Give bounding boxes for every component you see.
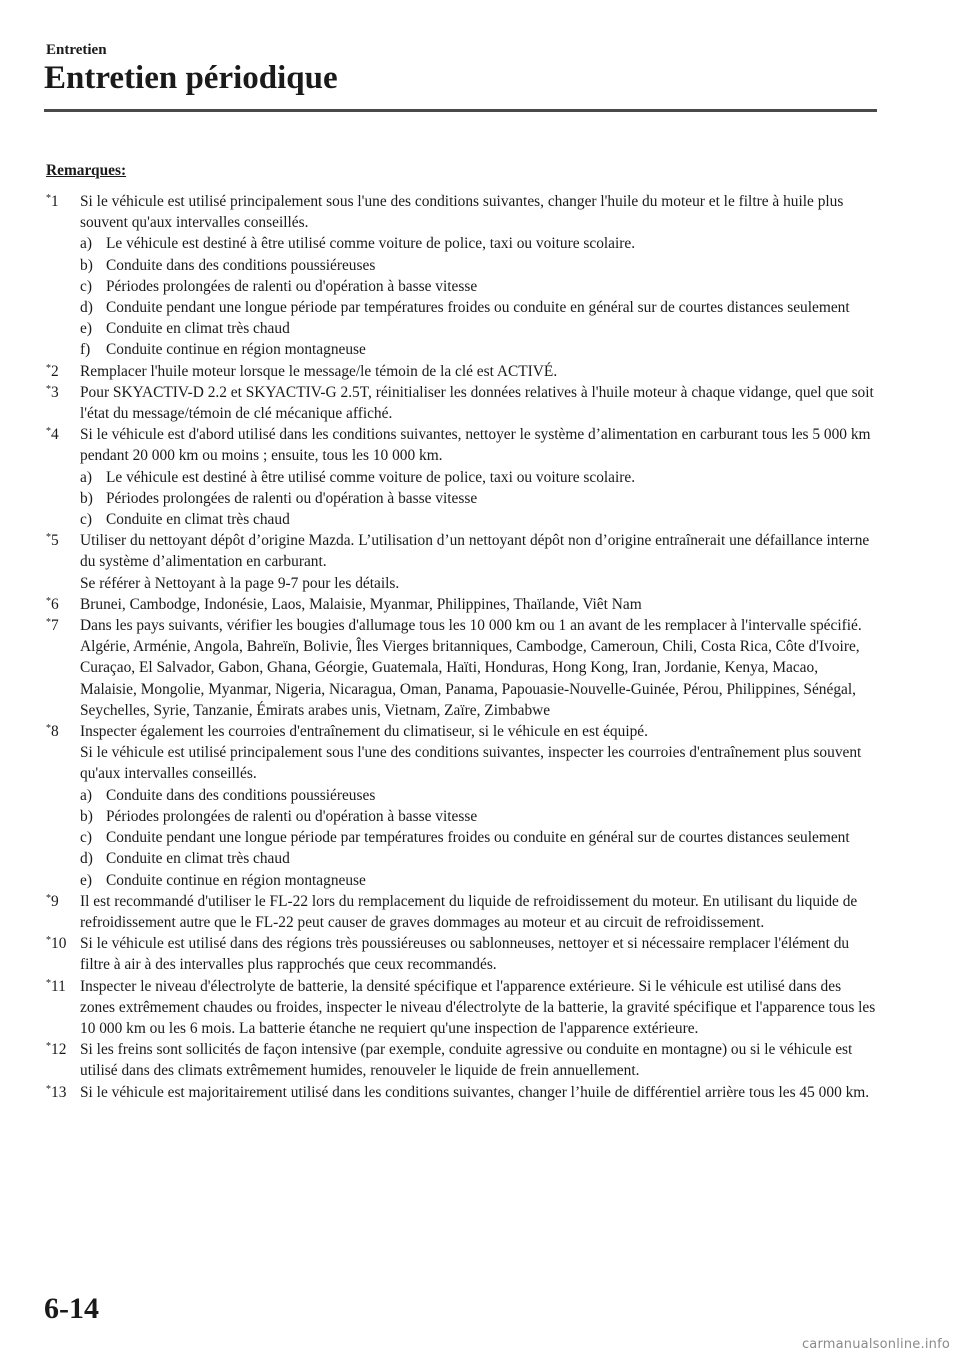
subitem-letter: b) <box>80 256 93 274</box>
note-item <box>46 976 876 1040</box>
note-item <box>46 933 876 975</box>
note-asterisk: * <box>46 426 51 438</box>
subitem-text: Conduite continue en région montagneuse <box>106 341 366 359</box>
subitem-letter: b) <box>80 489 93 507</box>
remarks-section <box>46 160 876 1103</box>
note-text: Si le véhicule est utilisé principalement sous l'une des conditions suivantes, inspecter les courroies d'entraînement plus souvent qu'aux intervalles conseillés. <box>80 744 862 783</box>
note-number <box>46 1082 66 1103</box>
note-number-text: 3 <box>51 383 59 401</box>
note-number <box>46 191 59 212</box>
note-asterisk: * <box>46 383 51 395</box>
page-number: 6-14 <box>44 1292 99 1325</box>
note-text: Inspecter également les courroies d'entraînement du climatiseur, si le véhicule en est équipé. <box>80 723 648 741</box>
note-text: Remplacer l'huile moteur lorsque le message/le témoin de la clé est ACTIVÉ. <box>80 362 558 380</box>
subitem-text: Conduite en climat très chaud <box>106 511 290 529</box>
note-number <box>46 361 59 382</box>
subitem-letter: c) <box>80 511 92 529</box>
note-number-text: 8 <box>51 723 59 741</box>
subitem-letter: f) <box>80 341 91 359</box>
note-number <box>46 891 59 912</box>
note-text: Si le véhicule est majoritairement utilisé dans les conditions suivantes, changer l’huile de différentiel arrière tous les 45 000 km. <box>80 1083 870 1101</box>
note-item <box>46 1039 876 1081</box>
subitem-text: Le véhicule est destiné à être utilisé comme voiture de police, taxi ou voiture scolaire. <box>106 468 636 486</box>
note-number <box>46 594 59 615</box>
note-subitem <box>80 848 876 869</box>
note-text: Dans les pays suivants, vérifier les bougies d'allumage tous les 10 000 km ou 1 an avant de les remplacer à l'intervalle spécifié. <box>80 617 862 635</box>
note-subitem <box>80 509 876 530</box>
subitem-text: Conduite en climat très chaud <box>106 850 290 868</box>
note-text: Inspecter le niveau d'électrolyte de batterie, la densité spécifique et l'apparence extérieure. Si le véhicule est utilisé dans des zones extrêmement chaudes ou froides, inspecter le niveau d'électrolyte de la batterie, la gravité spécifique et l'apparence tous les 10 000 km ou les 6 mois. La batterie étanche ne requiert qu'une inspection de l'apparence extérieure. <box>80 977 876 1037</box>
note-item <box>46 191 876 361</box>
note-item <box>46 721 876 891</box>
note-item <box>46 424 876 530</box>
note-item <box>46 891 876 933</box>
note-subitem <box>80 467 876 488</box>
note-subitem <box>80 255 876 276</box>
note-number-text: 6 <box>51 595 59 613</box>
note-text: Brunei, Cambodge, Indonésie, Laos, Malaisie, Myanmar, Philippines, Thaïlande, Viêt Nam <box>80 595 642 613</box>
note-subitem <box>80 233 876 254</box>
note-number <box>46 976 66 997</box>
note-subitem <box>80 827 876 848</box>
note-subitem <box>80 339 876 360</box>
note-text: Algérie, Arménie, Angola, Bahreïn, Bolivie, Îles Vierges britanniques, Cambodge, Cameroun, Chili, Costa Rica, Côte d'Ivoire, Curaçao, El Salvador, Gabon, Ghana, Géorgie, Guatemala, Haïti, Honduras, Hong Kong, Iran, Jordanie, Kenya, Macao, Malaisie, Mongolie, Myanmar, Nigeria, Nicaragua, Oman, Panama, Papouasie-Nouvelle-Guinée, Pérou, Philippines, Sénégal, Seychelles, Syrie, Tanzanie, Émirats arabes unis, Vietnam, Zaïre, Zimbabwe <box>80 638 860 719</box>
note-item <box>46 382 876 424</box>
note-text: Il est recommandé d'utiliser le FL-22 lors du remplacement du liquide de refroidissement du moteur. En utilisant du liquide de refroidissement autre que le FL-22 peut causer de graves dommages au moteur et au circuit de refroidissement. <box>80 892 858 931</box>
subitem-letter: d) <box>80 850 93 868</box>
note-asterisk: * <box>46 362 51 374</box>
note-asterisk: * <box>46 193 51 204</box>
subitem-text: Conduite pendant une longue période par températures froides ou conduite en général sur de courtes distances seulement <box>106 829 850 847</box>
note-number-text: 10 <box>51 935 67 953</box>
subitem-text: Conduite dans des conditions poussiéreuses <box>106 786 376 804</box>
note-number-text: 11 <box>51 977 66 995</box>
title-rule <box>44 109 877 112</box>
note-text: Si le véhicule est utilisé dans des régions très poussiéreuses ou sablonneuses, nettoyer et si nécessaire remplacer l'élément du filtre à air à des intervalles plus rapprochés que ceux recommandés. <box>80 935 850 974</box>
subitem-text: Conduite dans des conditions poussiéreuses <box>106 256 376 274</box>
note-subitem <box>80 785 876 806</box>
note-number-text: 4 <box>51 426 59 444</box>
note-item <box>46 530 876 594</box>
note-number-text: 2 <box>51 362 59 380</box>
note-text: Pour SKYACTIV-D 2.2 et SKYACTIV-G 2.5T, réinitialiser les données relatives à l'huile moteur à chaque vidange, quel que soit l'état du message/témoin de clé mécanique affiché. <box>80 383 874 423</box>
note-number-text: 7 <box>51 617 59 635</box>
note-asterisk: * <box>46 532 51 544</box>
note-number-text: 5 <box>51 532 59 550</box>
note-asterisk: * <box>46 892 51 904</box>
subitem-text: Conduite en climat très chaud <box>106 320 290 338</box>
subitem-letter: b) <box>80 807 93 825</box>
subitem-text: Conduite pendant une longue période par températures froides ou conduite en général sur de courtes distances seulement <box>106 299 850 317</box>
subitem-letter: a) <box>80 468 92 486</box>
note-asterisk: * <box>46 1083 51 1095</box>
note-number <box>46 424 59 445</box>
note-number <box>46 615 59 636</box>
notes-list <box>46 191 876 1103</box>
subitem-text: Périodes prolongées de ralenti ou d'opération à basse vitesse <box>106 807 478 825</box>
note-subitem <box>80 870 876 891</box>
page-title: Entretien périodique <box>44 60 338 96</box>
note-asterisk: * <box>46 935 51 947</box>
note-asterisk: * <box>46 595 51 607</box>
note-text: Si les freins sont sollicités de façon intensive (par exemple, conduite agressive ou conduite en montagne) ou si le véhicule est utilisé dans des climats extrêmement humides, renouveler le liquide de frein annuellement. <box>80 1041 853 1080</box>
note-number-text: 12 <box>51 1041 67 1059</box>
note-subitem <box>80 488 876 509</box>
subitem-letter: c) <box>80 829 92 847</box>
note-number <box>46 382 59 403</box>
note-number-text: 1 <box>51 193 59 210</box>
note-asterisk: * <box>46 1041 51 1053</box>
note-asterisk: * <box>46 617 51 629</box>
section-label: Entretien <box>46 42 107 58</box>
note-text: Utiliser du nettoyant dépôt d’origine Mazda. L’utilisation d’un nettoyant dépôt non d’origine entraînerait une défaillance interne du système d’alimentation en carburant. <box>80 532 870 571</box>
note-text: Si le véhicule est utilisé principalement sous l'une des conditions suivantes, changer l'huile du moteur et le filtre à huile plus souvent qu'aux intervalles conseillés. <box>80 193 844 232</box>
note-item <box>46 594 876 615</box>
note-text: Si le véhicule est d'abord utilisé dans les conditions suivantes, nettoyer le système d’alimentation en carburant tous les 5 000 km pendant 20 000 km ou moins ; ensuite, tous les 10 000 km. <box>80 426 871 465</box>
note-subitem <box>80 318 876 339</box>
subitem-letter: a) <box>80 235 92 253</box>
remarks-heading: Remarques: <box>46 162 127 179</box>
subitem-letter: e) <box>80 871 92 889</box>
subitem-letter: e) <box>80 320 92 338</box>
subitem-letter: d) <box>80 299 93 317</box>
note-number-text: 13 <box>51 1083 67 1101</box>
note-number-text: 9 <box>51 892 59 910</box>
subitem-text: Le véhicule est destiné à être utilisé comme voiture de police, taxi ou voiture scolaire. <box>106 235 636 253</box>
note-subitem <box>80 276 876 297</box>
note-text: Se référer à Nettoyant à la page 9-7 pour les détails. <box>80 574 400 592</box>
watermark: carmanualsonline.info <box>801 1337 950 1352</box>
note-item <box>46 615 876 721</box>
note-item <box>46 361 876 382</box>
note-asterisk: * <box>46 977 51 989</box>
note-number <box>46 530 59 551</box>
note-item <box>46 1082 876 1103</box>
subitem-text: Conduite continue en région montagneuse <box>106 871 366 889</box>
subitem-letter: c) <box>80 277 92 295</box>
subitem-text: Périodes prolongées de ralenti ou d'opération à basse vitesse <box>106 277 478 295</box>
note-subitem <box>80 297 876 318</box>
note-number <box>46 933 66 954</box>
note-number <box>46 1039 66 1060</box>
subitem-letter: a) <box>80 786 92 804</box>
subitem-text: Périodes prolongées de ralenti ou d'opération à basse vitesse <box>106 489 478 507</box>
note-asterisk: * <box>46 723 51 735</box>
note-number <box>46 721 59 742</box>
note-subitem <box>80 806 876 827</box>
